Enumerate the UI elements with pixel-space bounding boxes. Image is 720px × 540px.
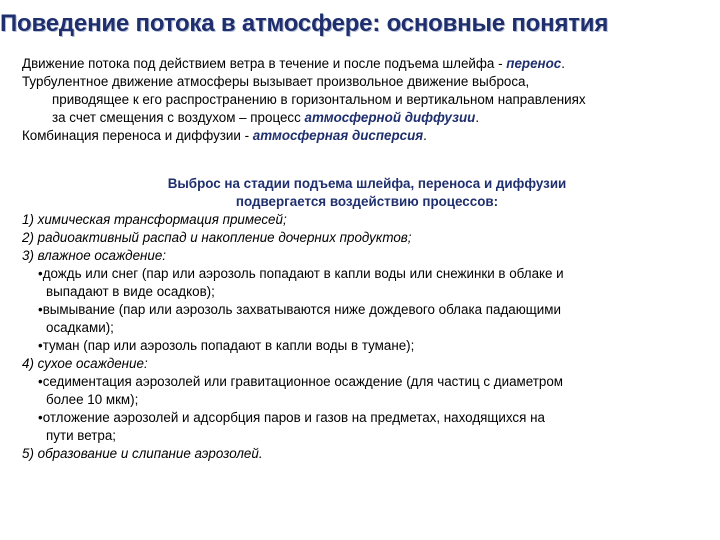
list-item-1: 1) химическая трансформация примесей; [22, 212, 287, 227]
list-item-4: 4) сухое осаждение: [22, 356, 148, 371]
list-item-4-bullet-2: •отложение аэрозолей и адсорбция паров и газов на предметах, находящихся на пути ветра; [38, 410, 545, 443]
processes-block [22, 175, 712, 463]
list-item-3-bullet-1: •дождь или снег (пар или аэрозоль попадают в капли воды или снежинки в облаке и выпадают в виде осадков); [38, 266, 564, 299]
term-transport: перенос [506, 56, 562, 71]
intro-block [22, 55, 712, 145]
list-item-2: 2) радиоактивный распад и накопление дочерних продуктов; [22, 230, 412, 245]
paragraph-dispersion: Комбинация переноса и диффузии - атмосферная дисперсия. [22, 128, 427, 143]
processes-heading: Выброс на стадии подъема шлейфа, переноса и диффузии подвергается воздействию процессов: [167, 176, 567, 209]
list-item-3-bullet-2: •вымывание (пар или аэрозоль захватываются ниже дождевого облака падающими осадками); [38, 302, 561, 335]
list-item-4-bullet-1: •седиментация аэрозолей или гравитационное осаждение (для частиц с диаметром более 10 мкм); [38, 374, 563, 407]
term-dispersion: атмосферная дисперсия [252, 128, 424, 143]
paragraph-transport: Движение потока под действием ветра в течение и после подъема шлейфа - перенос. [22, 56, 565, 71]
list-item-3-bullet-3: •туман (пар или аэрозоль попадают в капли воды в тумане); [38, 338, 415, 353]
slide-title: Поведение потока в атмосфере: основные понятия [0, 10, 609, 37]
term-diffusion: атмосферной диффузии [304, 110, 476, 125]
paragraph-diffusion: Турбулентное движение атмосферы вызывает произвольное движение выброса, приводящее к его распространению в горизонтальном и вертикальном направлениях за счет смещения с воздухом – процесс атмосферной диффузии. [22, 74, 586, 125]
list-item-5: 5) образование и слипание аэрозолей. [22, 446, 263, 461]
list-item-3: 3) влажное осаждение: [22, 248, 167, 263]
